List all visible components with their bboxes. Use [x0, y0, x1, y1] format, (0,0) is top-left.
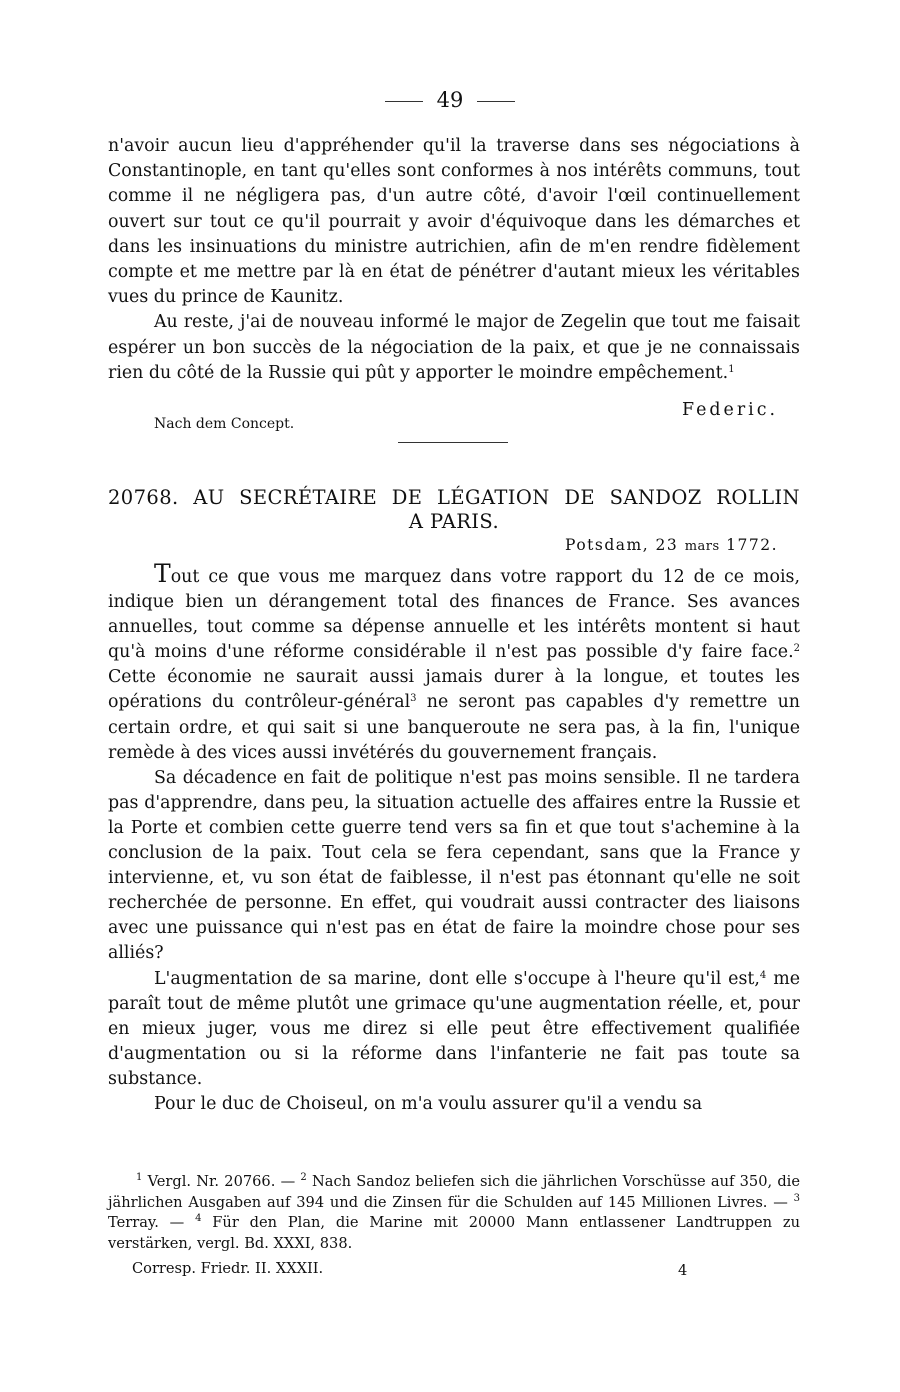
paragraph — [108, 561, 800, 766]
paragraph-text: ne seront pas capables d'y remettre un certain ordre, et qui sait si une banqueroute ne sera pas, à la fin, l'unique remède à des vices aussi invétérés du gouvernement français. — [108, 692, 800, 763]
signature: Federic. — [682, 400, 778, 420]
initial-letter: T — [154, 559, 171, 588]
footnote-mark: 1 — [136, 1172, 143, 1183]
dateline — [565, 536, 778, 554]
heading-line-1: 20768. AU SECRÉTAIRE DE LÉGATION DE SANDOZ ROLLIN — [108, 486, 800, 509]
footnote-ref: 3 — [410, 693, 417, 705]
page-number-header — [0, 88, 900, 112]
page-number: 49 — [436, 88, 464, 112]
footnote-ref: 4 — [759, 969, 767, 981]
header-dash-right — [477, 101, 515, 102]
footnote-2: Nach Sandoz beliefen sich die jährlichen Vorschüsse auf 350, die jährlichen Ausgaben auf 394 und die Zinsen für die Schulden auf 145 Millionen Livres. — — [108, 1173, 800, 1211]
footnote-1: Vergl. Nr. 20766. — — [142, 1173, 301, 1190]
paragraph-text: Au reste, j'ai de nouveau informé le major de Zegelin que tout me faisait espérer un bon succès de la négociation de la paix, et que je ne connaissais rien du côté de la Russie qui pût y apporter le moindre empêchement. — [108, 312, 800, 383]
header-dash-left — [385, 101, 423, 102]
letter-heading — [108, 486, 800, 534]
footnote-ref: 1 — [728, 363, 735, 375]
paragraph-text: Cette économie ne saurait aussi jamais durer à la longue, et toutes les opérations du contrôleur-général — [108, 667, 800, 713]
date-place: Potsdam, 23 — [565, 536, 679, 554]
sheet-number: 4 — [678, 1262, 688, 1279]
paragraph: Sa décadence en fait de politique n'est pas moins sensible. Il ne tardera pas d'apprendre, dans peu, la situation actuelle des affaires entre la Russie et la Porte et combien cette guerre tend vers sa fin et que tout s'achemine à la conclusion de la paix. Tout cela se fera cependant, sans que la France y intervienne, et, vu son état de faiblesse, il n'est pas étonnant qu'elle ne soit recherchée de personne. En effet, qui voudrait aussi contracter des liaisons avec une puissance qui n'est pas en état de faire la moindre chose pour ses alliés? — [108, 767, 800, 964]
heading-line-2: A PARIS. — [408, 510, 500, 533]
paragraph: Pour le duc de Choiseul, on m'a voulu assurer qu'il a vendu sa — [154, 1093, 703, 1114]
footnote-4: Für den Plan, die Marine mit 20000 Mann entlassener Landtruppen zu verstärken, vergl. Bd. XXXI, 838. — [108, 1214, 800, 1252]
footnote-ref: 2 — [793, 643, 800, 655]
footnote-mark: 2 — [300, 1172, 307, 1183]
letter-continuation — [108, 134, 800, 386]
footnote-text — [108, 1172, 800, 1254]
paragraph: n'avoir aucun lieu d'appréhender qu'il la traverse dans ses négociations à Constantinople, en tant qu'elles sont conformes à nos intérêts communs, tout comme il ne négligera pas, d'un autre côté, d'avoir l'œil continuellement ouvert sur tout ce qu'il pourrait y avoir d'équivoque dans les démarches et dans les insinuations du ministre autrichien, afin de m'en rendre fidèlement compte et me mettre par là en état de pénétrer d'autant mieux les véritables vues du prince de Kaunitz. — [108, 136, 800, 308]
date-year: 1772. — [726, 536, 778, 554]
footnote-3: Terray. — — [108, 1214, 196, 1232]
letter-body — [108, 561, 800, 1117]
footnotes — [108, 1172, 800, 1254]
paragraph-text: L'augmentation de sa marine, dont elle s'occupe à l'heure qu'il est, — [154, 968, 760, 989]
paragraph — [108, 967, 800, 1092]
signature-line: Corresp. Friedr. II. XXXII. — [132, 1260, 324, 1277]
paragraph — [108, 310, 800, 386]
date-month: mars — [684, 539, 720, 554]
paragraph-text: out ce que vous me marquez dans votre rapport du 12 de ce mois, indique bien un dérangement total des finances de France. Ses avances annuelles, tout comme sa dépense annuelle et les intérêts montent si haut qu'à moins d'une réforme considérable il n'est pas possible d'y faire face. — [108, 567, 800, 663]
paragraph-text: me paraît tout de même plutôt une grimace qu'une augmentation réelle, et, pour en mieux juger, vous me direz si elle peut être effectivement qualifiée d'augmentation ou si la réforme dans l'infanterie ne fait pas toute sa substance. — [108, 968, 800, 1089]
footnote-mark: 4 — [195, 1213, 202, 1225]
footnote-mark: 3 — [793, 1192, 800, 1204]
section-separator — [398, 442, 508, 443]
source-note: Nach dem Concept. — [154, 416, 295, 432]
